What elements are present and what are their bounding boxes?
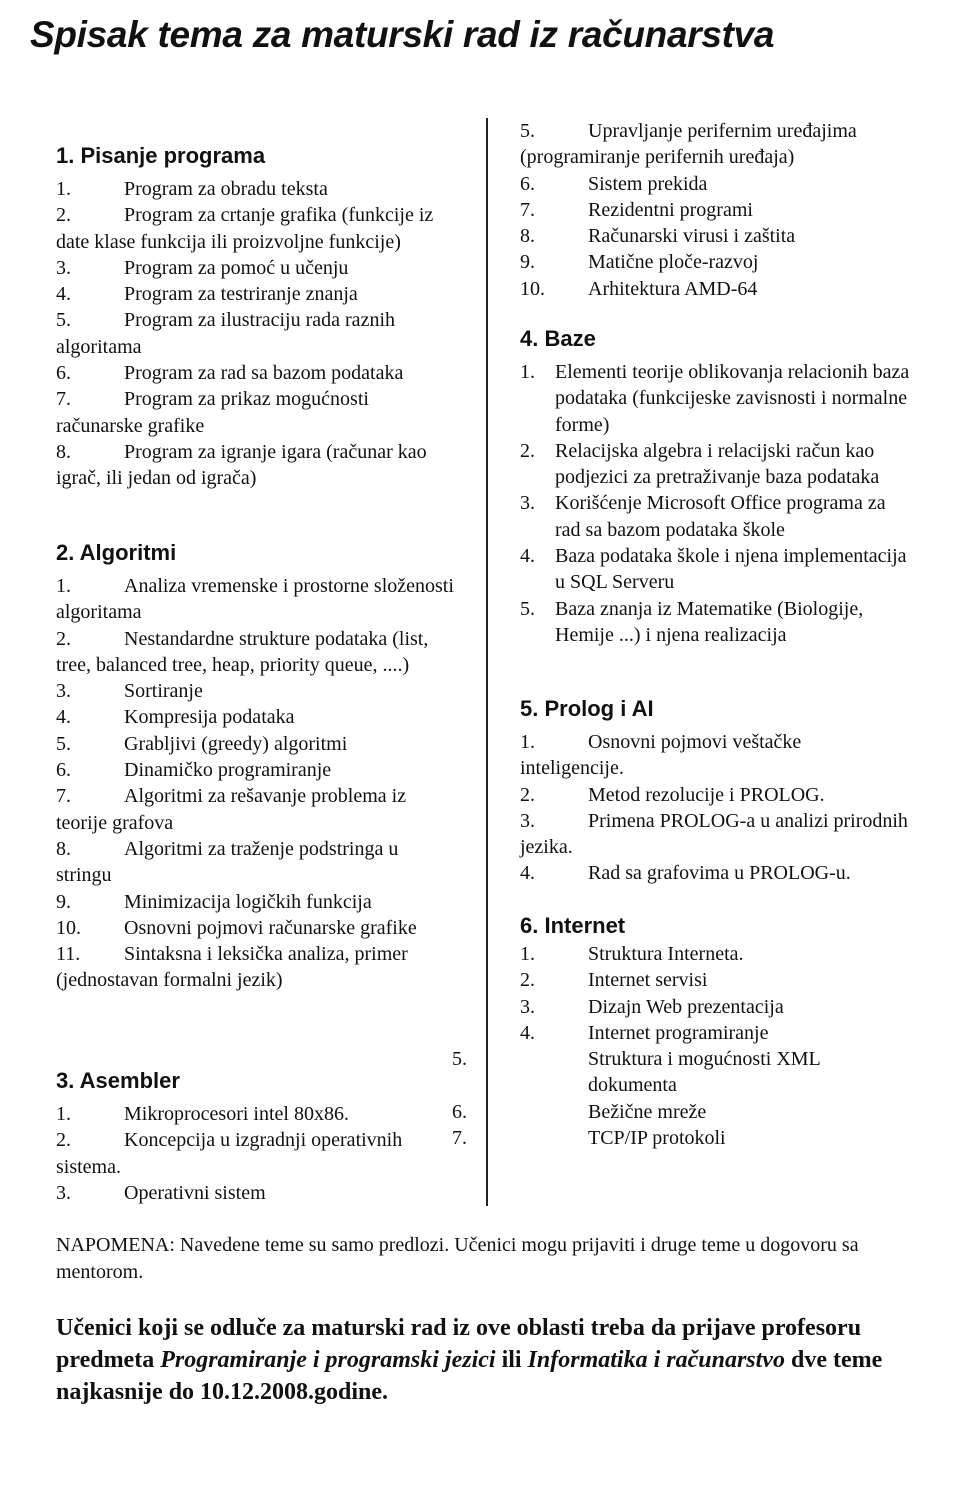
section-list-prolog-ai [520, 729, 910, 887]
list-item [452, 1099, 900, 1125]
item-text: Algoritmi za rešavanje problema iz teorije grafova [56, 785, 407, 834]
item-number: 2. [520, 969, 535, 992]
list-item [56, 255, 446, 281]
item-number: 4. [56, 706, 71, 729]
item-text: Sintaksna i leksička analiza, primer (jednostavan formalni jezik) [56, 943, 408, 992]
deadline-text-part2: ili [495, 1347, 528, 1373]
list-item [520, 276, 910, 302]
page-title: Spisak tema za maturski rad iz računarstva [30, 14, 775, 55]
item-text: Korišćenje Microsoft Office programa za rad sa bazom podataka škole [555, 492, 886, 541]
list-item [56, 757, 456, 783]
list-item [520, 941, 900, 967]
item-number: 1. [520, 943, 535, 965]
list-item [56, 1180, 456, 1206]
list-item [56, 626, 456, 679]
list-item [56, 281, 446, 307]
item-number: 5. [56, 732, 71, 755]
item-number: 4. [520, 862, 535, 885]
item-number: 2. [520, 439, 535, 462]
item-text: Struktura i mogućnosti XML dokumenta [588, 1048, 821, 1097]
list-item [520, 596, 915, 649]
item-text: Rad sa grafovima u PROLOG-u. [588, 862, 851, 885]
item-number: 9. [520, 251, 535, 274]
section-heading-baze: 4. Baze [520, 326, 596, 351]
item-text: Elementi teorije oblikovanja relacionih baza podataka (funkcijeske zavisnosti i normalne forme) [555, 361, 910, 436]
item-text: Arhitektura AMD-64 [588, 277, 758, 300]
item-text: Primena PROLOG-a u analizi prirodnih jezika. [520, 809, 908, 859]
item-number: 7. [520, 198, 535, 221]
list-item [56, 573, 456, 626]
list-item [56, 889, 456, 915]
item-number: 6. [520, 172, 535, 195]
deadline-text-part3: dve teme najkasnije do 10.12.2008.godine. [56, 1347, 883, 1405]
subject-informatika: Informatika i računarstvo [527, 1347, 785, 1373]
item-text: Sistem prekida [588, 172, 708, 195]
list-item [56, 836, 456, 889]
list-item [520, 543, 915, 596]
item-text: Relacijska algebra i relacijski račun kao podjezici za pretraživanje baza podataka [555, 439, 880, 489]
list-item [520, 171, 910, 197]
list-item [56, 915, 456, 941]
list-item [56, 176, 446, 202]
list-item [520, 223, 910, 249]
item-number: 2. [56, 627, 71, 650]
item-text: Matične ploče-razvoj [588, 251, 759, 274]
section-heading-asembler: 3. Asembler [56, 1068, 180, 1093]
item-number: 5. [56, 309, 71, 332]
item-number: 5. [520, 120, 535, 142]
list-item [520, 118, 910, 171]
list-item [56, 678, 456, 704]
list-item [56, 307, 446, 360]
list-item [520, 490, 915, 543]
item-text: Osnovni pojmovi računarske grafike [124, 916, 417, 939]
list-item [520, 249, 910, 275]
item-text: Mikroprocesori intel 80x86. [124, 1103, 349, 1125]
section-heading-internet: 6. Internet [520, 913, 626, 938]
section-list-internet [452, 941, 900, 1151]
item-text: Struktura Interneta. [588, 943, 744, 965]
item-text: Program za crtanje grafika (funkcije iz date klase funkcija ili proizvoljne funkcije) [56, 204, 434, 253]
item-number: 3. [520, 492, 535, 515]
item-number: 1. [56, 1103, 71, 1125]
item-number: 6. [56, 759, 71, 782]
item-number: 3. [56, 256, 71, 279]
list-item [452, 1125, 900, 1151]
item-number: 7. [56, 388, 71, 411]
item-text: Program za obradu teksta [124, 178, 328, 200]
item-number: 4. [520, 1021, 535, 1044]
list-item [520, 782, 910, 808]
item-number: 1. [520, 361, 535, 383]
item-text: Program za testriranje znanja [124, 283, 358, 306]
item-text: TCP/IP protokoli [588, 1127, 726, 1150]
section-list-asembler [56, 1101, 456, 1206]
item-text: Računarski virusi i zaštita [588, 225, 796, 248]
list-item [56, 941, 456, 994]
item-number: 3. [520, 809, 535, 832]
list-item [452, 1046, 900, 1099]
list-item [520, 197, 910, 223]
list-item [56, 439, 446, 492]
list-item [520, 967, 900, 993]
item-text: Program za ilustraciju rada raznih algoritama [56, 309, 395, 358]
deadline-text-part1: Učenici koji se odluče za maturski rad iz ove oblasti treba da prijave profesoru predmeta [56, 1315, 862, 1373]
item-number: 8. [56, 440, 71, 463]
item-text: Koncepcija u izgradnji operativnih sistema. [56, 1129, 403, 1178]
deadline-paragraph [56, 1312, 916, 1408]
item-number: 3. [56, 1181, 71, 1204]
item-number: 11. [56, 943, 81, 966]
list-item [56, 386, 446, 439]
item-text: Upravljanje perifernim uređajima (programiranje perifernih uređaja) [520, 120, 857, 169]
item-number: 6. [56, 362, 71, 385]
item-text: Baza podataka škole i njena implementacija u SQL Serveru [555, 545, 907, 594]
list-item [56, 360, 446, 386]
item-number: 9. [56, 890, 71, 913]
item-text: Program za prikaz mogućnosti računarske grafike [56, 388, 369, 437]
list-item [520, 994, 900, 1020]
item-text: Bežične mreže [588, 1100, 707, 1123]
item-text: Minimizacija logičkih funkcija [124, 890, 372, 913]
section-heading-prolog-ai: 5. Prolog i AI [520, 696, 654, 721]
item-number: 7. [56, 785, 71, 808]
section-list-pisanje-programa [56, 176, 446, 492]
item-text: Baza znanja iz Matematike (Biologije, Hemije ...) i njena realizacija [555, 597, 864, 646]
item-number: 10. [520, 277, 545, 300]
item-text: Osnovni pojmovi veštačke inteligencije. [520, 731, 802, 780]
item-number: 2. [56, 1129, 71, 1152]
list-item [520, 729, 910, 782]
list-item [56, 783, 456, 836]
item-number: 4. [520, 545, 535, 568]
list-item [56, 731, 456, 757]
item-text: Algoritmi za traženje podstringa u stringu [56, 837, 399, 887]
item-number: 3. [520, 995, 535, 1018]
list-item [56, 704, 456, 730]
item-text: Kompresija podataka [124, 706, 295, 729]
item-number: 4. [56, 283, 71, 306]
list-item [520, 808, 910, 861]
item-text: Metod rezolucije i PROLOG. [588, 783, 825, 806]
item-text: Internet programiranje [588, 1021, 769, 1044]
item-text: Program za igranje igara (računar kao igrač, ili jedan od igrača) [56, 440, 427, 490]
item-text: Dizajn Web prezentacija [588, 995, 784, 1018]
item-number: 7. [452, 1127, 467, 1150]
item-text: Nestandardne strukture podataka (list, tree, balanced tree, heap, priority queue, ....) [56, 627, 429, 676]
item-number: 6. [452, 1100, 467, 1123]
section-heading-pisanje-programa: 1. Pisanje programa [56, 143, 266, 168]
item-number: 5. [520, 597, 535, 620]
item-text: Grabljivi (greedy) algoritmi [124, 732, 348, 755]
item-number: 2. [520, 783, 535, 806]
item-text: Program za pomoć u učenju [124, 256, 349, 279]
item-number: 8. [520, 225, 535, 248]
list-item [520, 860, 910, 886]
subject-programiranje: Programiranje i programski jezici [160, 1347, 496, 1373]
item-number: 1. [56, 575, 71, 597]
note-paragraph: NAPOMENA: Navedene teme su samo predlozi. Učenici mogu prijaviti i druge teme u dogovoru sa mentorom. [56, 1234, 859, 1283]
list-item [56, 202, 446, 255]
item-text: Program za rad sa bazom podataka [124, 362, 404, 385]
list-item [520, 438, 915, 491]
item-text: Sortiranje [124, 680, 203, 703]
item-number: 3. [56, 680, 71, 703]
item-number: 2. [56, 204, 71, 227]
column-divider [486, 118, 488, 1206]
list-item [520, 359, 915, 438]
list-item [56, 1127, 456, 1180]
item-text: Rezidentni programi [588, 198, 753, 221]
item-text: Operativni sistem [124, 1181, 266, 1204]
section-list-baze [520, 359, 915, 648]
item-number: 10. [56, 916, 81, 939]
item-number: 5. [452, 1048, 467, 1071]
item-text: Analiza vremenske i prostorne složenosti algoritama [56, 575, 454, 624]
item-text: Internet servisi [588, 969, 708, 992]
list-item [56, 1101, 456, 1127]
list-item [520, 1020, 900, 1046]
item-number: 1. [56, 178, 71, 200]
section-heading-algoritmi: 2. Algoritmi [56, 540, 177, 565]
section-list-algoritmi [56, 573, 456, 994]
item-number: 1. [520, 731, 535, 753]
section-list-asembler-continued [520, 118, 910, 302]
item-number: 8. [56, 837, 71, 860]
item-text: Dinamičko programiranje [124, 759, 332, 782]
